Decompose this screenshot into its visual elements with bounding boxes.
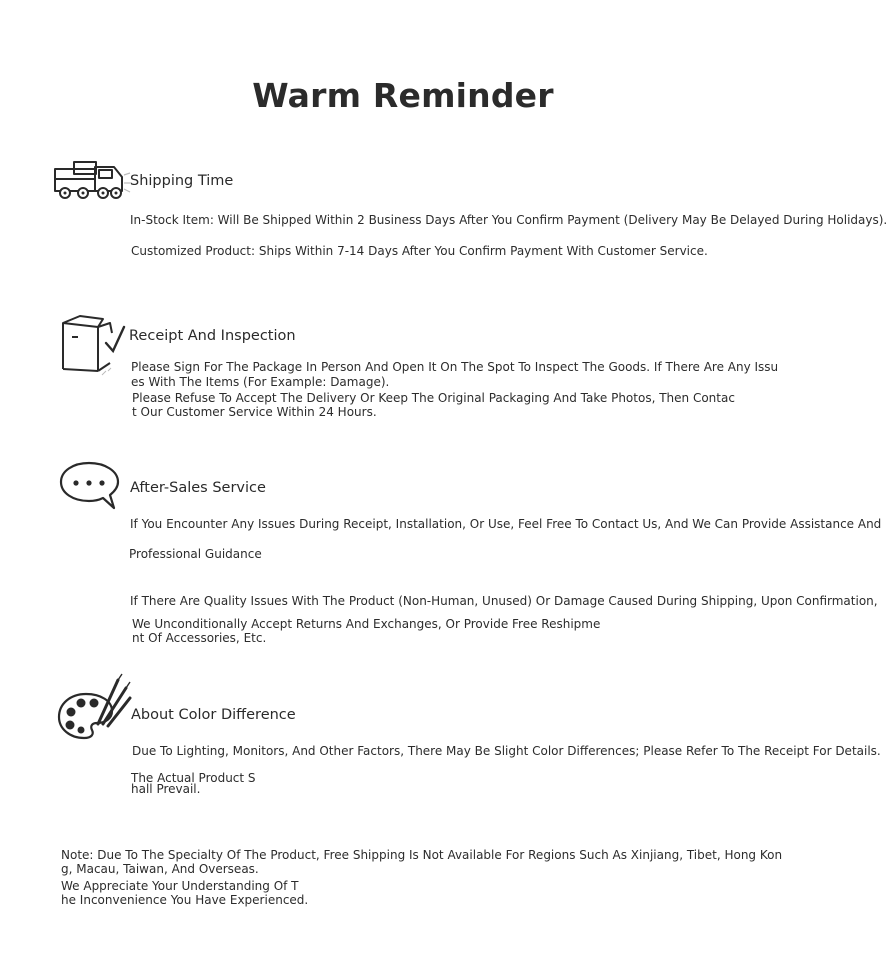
after-sales-line-4: We Unconditionally Accept Returns And Exchanges, Or Provide Free Reshipme <box>132 617 601 631</box>
shipping-line-2: Customized Product: Ships Within 7-14 Days After You Confirm Payment With Customer Service. <box>131 244 708 258</box>
section-heading-shipping-time: Shipping Time <box>130 173 234 189</box>
package-icon <box>58 313 128 379</box>
after-sales-line-1: If You Encounter Any Issues During Receipt, Installation, Or Use, Feel Free To Contact Us, And We Can Provide Assistance And <box>130 517 882 531</box>
after-sales-line-5: nt Of Accessories, Etc. <box>132 631 267 645</box>
receipt-line-3: Please Refuse To Accept The Delivery Or Keep The Original Packaging And Take Photos, Then Contac <box>132 391 735 405</box>
section-heading-receipt-inspection: Receipt And Inspection <box>129 328 296 344</box>
truck-icon <box>52 157 138 203</box>
note-line-3: We Appreciate Your Understanding Of T <box>61 879 299 893</box>
color-line-2: The Actual Product S <box>131 771 256 785</box>
color-line-3: hall Prevail. <box>131 782 201 796</box>
color-line-1: Due To Lighting, Monitors, And Other Factors, There May Be Slight Color Differences; Please Refer To The Receipt For Details. <box>132 744 881 758</box>
receipt-line-4: t Our Customer Service Within 24 Hours. <box>132 405 377 419</box>
after-sales-line-3: If There Are Quality Issues With The Product (Non-Human, Unused) Or Damage Caused During Shipping, Upon Confirmation, <box>130 594 878 608</box>
shipping-line-1: In-Stock Item: Will Be Shipped Within 2 Business Days After You Confirm Payment (Delivery May Be Delayed During Holidays). <box>130 213 887 227</box>
chat-bubble-icon <box>58 460 122 512</box>
receipt-line-1: Please Sign For The Package In Person And Open It On The Spot To Inspect The Goods. If There Are Any Issu <box>131 360 779 374</box>
section-heading-color-difference: About Color Difference <box>131 707 296 723</box>
note-line-4: he Inconvenience You Have Experienced. <box>61 893 309 907</box>
receipt-line-2: es With The Items (For Example: Damage). <box>131 375 390 389</box>
after-sales-line-2: Professional Guidance <box>129 547 262 561</box>
page-title: Warm Reminder <box>252 76 554 115</box>
section-heading-after-sales: After-Sales Service <box>130 480 266 496</box>
note-line-1: Note: Due To The Specialty Of The Product, Free Shipping Is Not Available For Regions Such As Xinjiang, Tibet, Hong Kon <box>61 848 783 862</box>
palette-icon <box>56 672 132 742</box>
note-line-2: g, Macau, Taiwan, And Overseas. <box>61 862 259 876</box>
